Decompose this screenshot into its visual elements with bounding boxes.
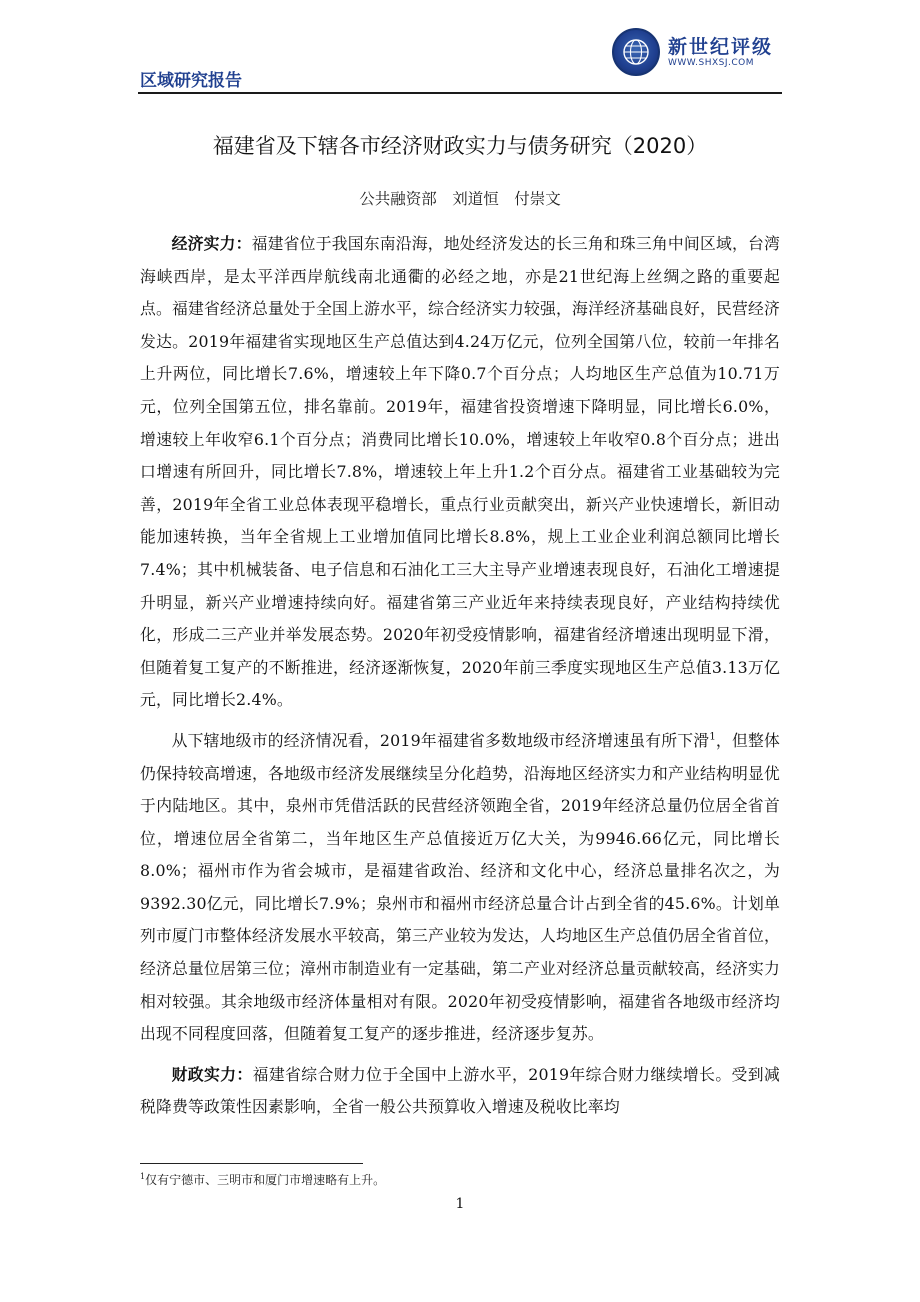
document-authors: 公共融资部 刘道恒 付崇文 (359, 190, 561, 208)
document-title: 福建省及下辖各市经济财政实力与债务研究（2020） (212, 134, 708, 158)
footnote-reference[interactable]: 1 (709, 731, 716, 743)
brand-logo (612, 28, 773, 76)
paragraph-fiscal-strength (140, 1059, 780, 1124)
section-label: 区域研究报告 (140, 71, 242, 91)
logo-seal-icon (612, 28, 660, 76)
logo-url: WWW.SHXSJ.COM (668, 58, 755, 68)
footnote-divider (140, 1163, 363, 1164)
document-body (140, 228, 780, 1124)
paragraph-prefecture-cities (140, 725, 780, 1051)
paragraph-lead: 经济实力： (171, 234, 252, 253)
footnote-mark: 1 (140, 1172, 146, 1181)
paragraph-text-a: 从下辖地级市的经济情况看，2019年福建省多数地级市经济增速虽有所下滑 (171, 730, 710, 750)
footnote-text: 仅有宁德市、三明市和厦门市增速略有上升。 (145, 1173, 386, 1187)
logo-name: 新世纪评级 (668, 36, 774, 58)
footnote (140, 1171, 385, 1188)
paragraph-text: 福建省位于我国东南沿海，地处经济发达的长三角和珠三角中间区域，台湾海峡西岸，是太平洋西岸航线南北通衢的必经之地，亦是21世纪海上丝绸之路的重要起点。福建省经济总量处于全国上游水平，综合经济实力较强，海洋经济基础良好，民营经济发达。2019年福建省实现地区生产总值达到4.24万亿元，位列全国第八位，较前一年排名上升两位，同比增长7.6%，增速较上年下降0.7个百分点；人均地区生产总值为10.71万元，位列全国第五位，排名靠前。2019年，福建省投资增速下降明显，同比增长6.0%，增速较上年收窄6.1个百分点；消费同比增长10.0%，增速较上年收窄0.8个百分点；进出口增速有所回升，同比增长7.8%，增速较上年上升1.2个百分点。福建省工业基础较为完善，2019年全省工业总体表现平稳增长，重点行业贡献突出，新兴产业快速增长，新旧动能加速转换，当年全省规上工业增加值同比增长8.8%，规上工业企业利润总额同比增长7.4%；其中机械装备、电子信息和石油化工三大主导产业增速表现良好，石油化工增速提升明显，新兴产业增速持续向好。福建省第三产业近年来持续表现良好，产业结构持续优化，形成二三产业并举发展态势。2020年初受疫情影响，福建省经济增速出现明显下滑，但随着复工复产的不断推进，经济逐渐恢复，2020年前三季度实现地区生产总值3.13万亿元，同比增长2.4%。 (140, 234, 780, 710)
paragraph-lead: 财政实力： (171, 1064, 253, 1084)
paragraph-text: 福建省综合财力位于全国中上游水平，2019年综合财力继续增长。受到减税降费等政策性因素影响，全省一般公共预算收入增速及税收比率均 (140, 1064, 780, 1117)
page-number: 1 (455, 1196, 465, 1212)
globe-icon (621, 37, 651, 67)
paragraph-economic-strength (140, 228, 780, 717)
paragraph-text-b: ，但整体仍保持较高增速，各地级市经济发展继续呈分化趋势，沿海地区经济实力和产业结构明显优于内陆地区。其中，泉州市凭借活跃的民营经济领跑全省，2019年经济总量仍位居全省首位，增速位居全省第二，当年地区生产总值接近万亿大关，为9946.66亿元，同比增长8.0%；福州市作为省会城市，是福建省政治、经济和文化中心，经济总量排名次之，为9392.30亿元，同比增长7.9%；泉州市和福州市经济总量合计占到全省的45.6%。计划单列市厦门市整体经济发展水平较高，第三产业较为发达，人均地区生产总值仍居全省首位，经济总量位居第三位；漳州市制造业有一定基础，第二产业对经济总量贡献较高，经济实力相对较强。其余地级市经济体量相对有限。2020年初受疫情影响，福建省各地级市经济均出现不同程度回落，但随着复工复产的逐步推进，经济逐步复苏。 (140, 730, 780, 1044)
header-divider (138, 92, 782, 94)
